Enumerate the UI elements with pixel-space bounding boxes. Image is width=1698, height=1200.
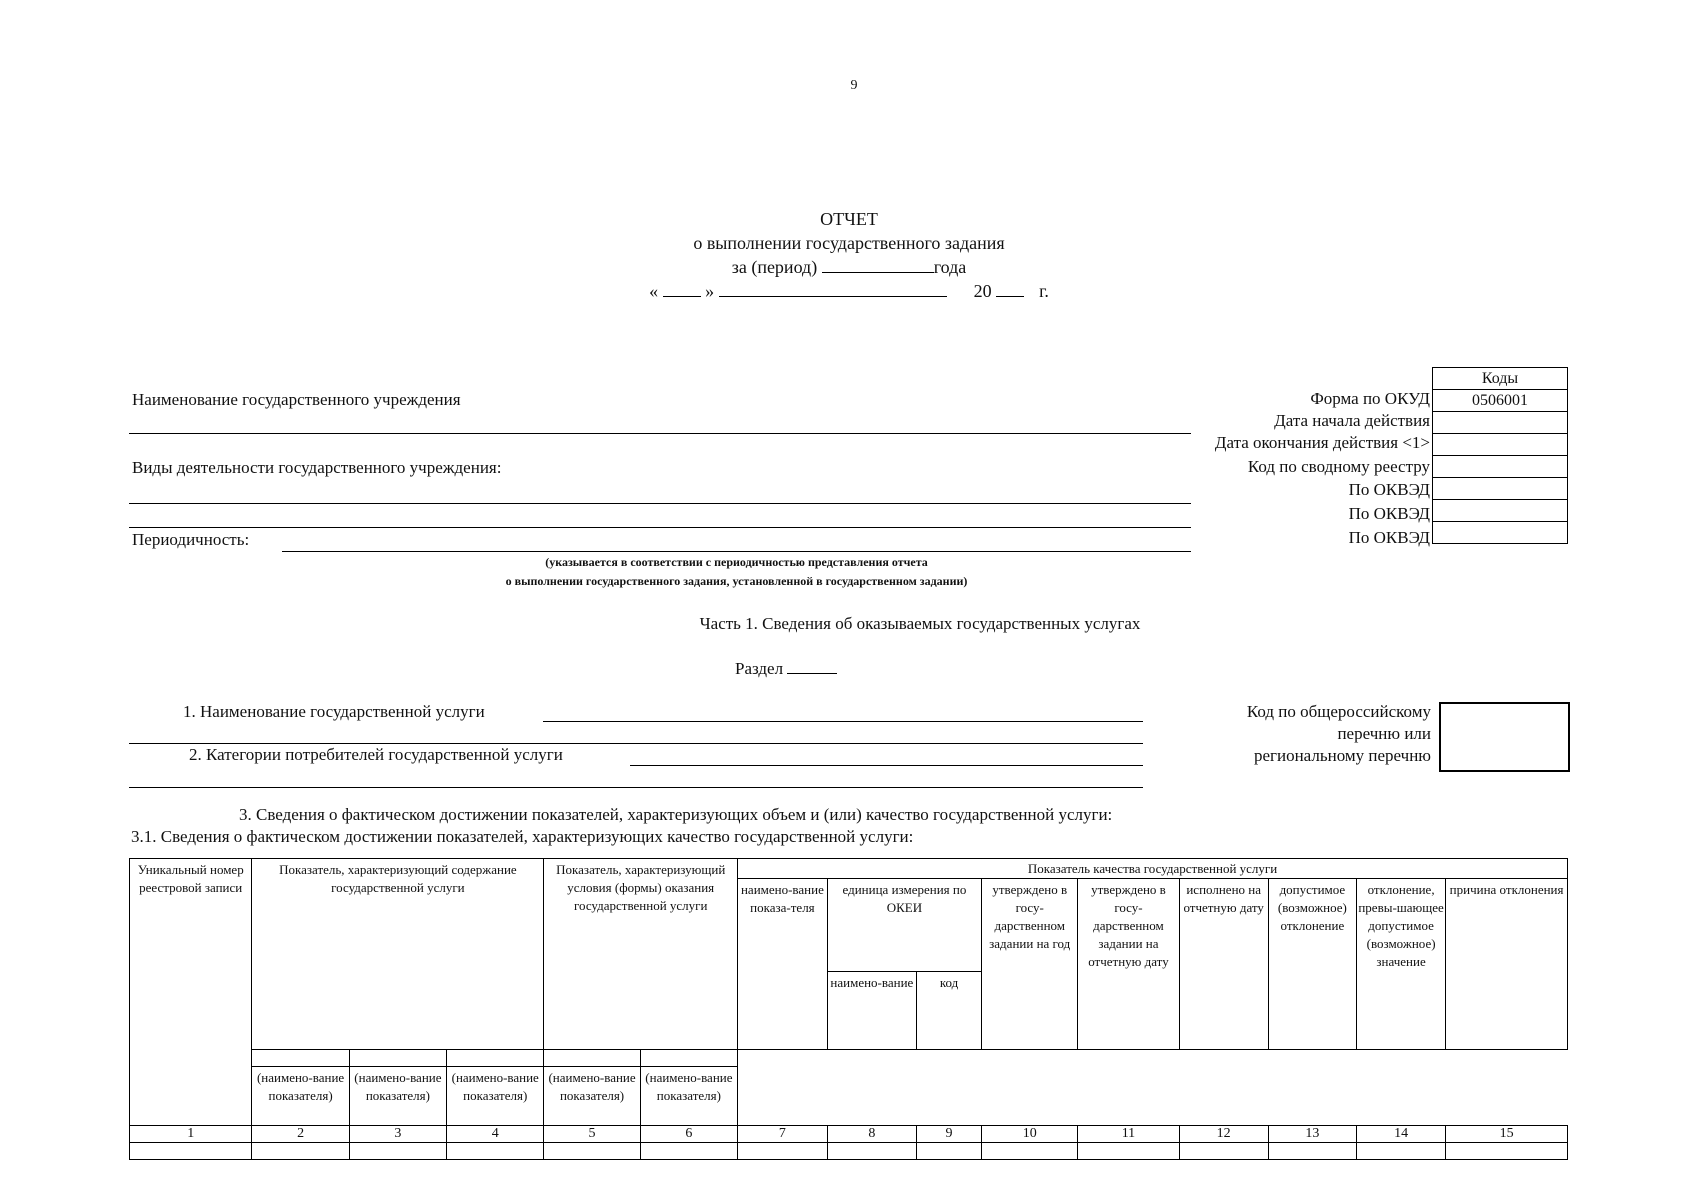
col-allowed-deviation: допустимое (возможное) отклонение [1268, 879, 1356, 1049]
activities-line-1 [129, 503, 1191, 504]
col-approved-year: утверждено в госу-дарственном задании на год [982, 879, 1078, 1049]
label-end-date: Дата окончания действия <1> [1214, 433, 1430, 452]
consumers-line [630, 765, 1143, 766]
okud-code: 0506001 [1433, 390, 1568, 412]
codes-header: Коды [1433, 368, 1568, 390]
label-start-date: Дата начала действия [1274, 411, 1430, 430]
col-exceeding-deviation: отклонение, превы-шающее допустимое (возможное) значение [1356, 879, 1445, 1049]
registry-code-label: Код по общероссийскому перечню или региональному перечню [1246, 702, 1431, 765]
label-registry: Код по сводному реестру [1247, 457, 1430, 476]
report-title: ОТЧЕТ [820, 209, 878, 229]
section-blank [787, 673, 837, 674]
label-okud: Форма по ОКУД [1310, 389, 1430, 408]
label-okved-3: По ОКВЭД [1348, 528, 1430, 547]
conditions-sub-2: (наимено-вание показателя) [640, 1067, 737, 1126]
report-date: « » 20 г. [649, 281, 1049, 301]
quality-indicators-table [129, 858, 1568, 1160]
page-number: 9 [850, 78, 858, 93]
part1-title: Часть 1. Сведения об оказываемых государственных услугах [699, 614, 1141, 633]
col-unit-code: код [916, 972, 981, 1050]
col-unit-okei: единица измерения по ОКЕИ [827, 879, 981, 972]
service-name-line-2 [129, 743, 1143, 744]
start-date-code [1433, 412, 1568, 434]
okved-code-3 [1433, 522, 1568, 544]
label-okved-2: По ОКВЭД [1348, 504, 1430, 523]
content-sub-3: (наимено-вание показателя) [447, 1067, 544, 1126]
consumers-label: 2. Категории потребителей государственной услуги [189, 745, 563, 764]
registry-code [1433, 456, 1568, 478]
content-sub-2: (наимено-вание показателя) [349, 1067, 446, 1126]
label-okved-1: По ОКВЭД [1348, 480, 1430, 499]
codes-table [1432, 367, 1568, 544]
col-unit-name: наимено-вание [827, 972, 916, 1050]
col-done: исполнено на отчетную дату [1179, 879, 1268, 1049]
col-content-indicator: Показатель, характеризующий содержание государственной услуги [252, 859, 544, 1050]
year-blank [996, 296, 1024, 297]
service-name-label: 1. Наименование государственной услуги [183, 702, 485, 721]
activities-line-2 [129, 527, 1191, 528]
periodicity-label: Периодичность: [132, 530, 250, 549]
col-indicator-name: наимено-вание показа-теля [738, 879, 827, 1049]
conditions-sub-1: (наимено-вание показателя) [544, 1067, 640, 1126]
report-period: за (период) года [731, 257, 967, 277]
column-numbers-row: 1 2 3 4 5 6 7 8 9 10 11 12 13 14 15 [130, 1126, 1568, 1143]
data-row [130, 1143, 1568, 1160]
consumers-line-2 [129, 787, 1143, 788]
registry-code-box [1439, 702, 1570, 772]
indicators-title: 3. Сведения о фактическом достижении показателей, характеризующих объем и (или) качество государственной услуги: [239, 805, 1113, 824]
col-quality-group: Показатель качества государственной услуги наимено-вание показа-теля единица измерения по ОКЕИ утверждено в госу-дарственном задании на год утверждено в госу-дарственном задании на отчетную дату исполнено на отчетную дату допустимое (возможное) отклонение отклонение, превы-шающее допустимое (возможное) значение причина отклонения наимено-вание код [738, 859, 1568, 1050]
col-unique-number: Уникальный номер реестровой записи [130, 859, 252, 1126]
quality-subheader [738, 879, 1567, 1049]
end-date-code [1433, 434, 1568, 456]
quality-title: 3.1. Сведения о фактическом достижении показателей, характеризующих качество государственной услуги: [131, 827, 914, 846]
periodicity-note: (указывается в соответствии с периодичностью представления отчета о выполнении государственного задания, установленной в государственном задании) [505, 555, 968, 588]
report-subtitle: о выполнении государственного задания [693, 233, 1005, 253]
day-blank [663, 296, 701, 297]
col-deviation-reason: причина отклонения [1449, 882, 1564, 897]
okved-code-1 [1433, 478, 1568, 500]
okved-code-2 [1433, 500, 1568, 522]
service-name-line [543, 721, 1143, 722]
report-header [0, 207, 1698, 303]
institution-name-label: Наименование государственного учреждения [132, 390, 461, 409]
period-blank [822, 272, 934, 273]
col-conditions-indicator: Показатель, характеризующий условия (формы) оказания государственной услуги [544, 859, 738, 1050]
content-sub-1: (наимено-вание показателя) [252, 1067, 349, 1126]
institution-name-line [129, 433, 1191, 434]
periodicity-line [282, 551, 1191, 552]
activities-label: Виды деятельности государственного учреждения: [132, 458, 502, 477]
section-label: Раздел [735, 659, 837, 679]
col-approved-date: утверждено в госу-дарственном задании на отчетную дату [1078, 879, 1179, 1049]
month-blank [719, 296, 947, 297]
